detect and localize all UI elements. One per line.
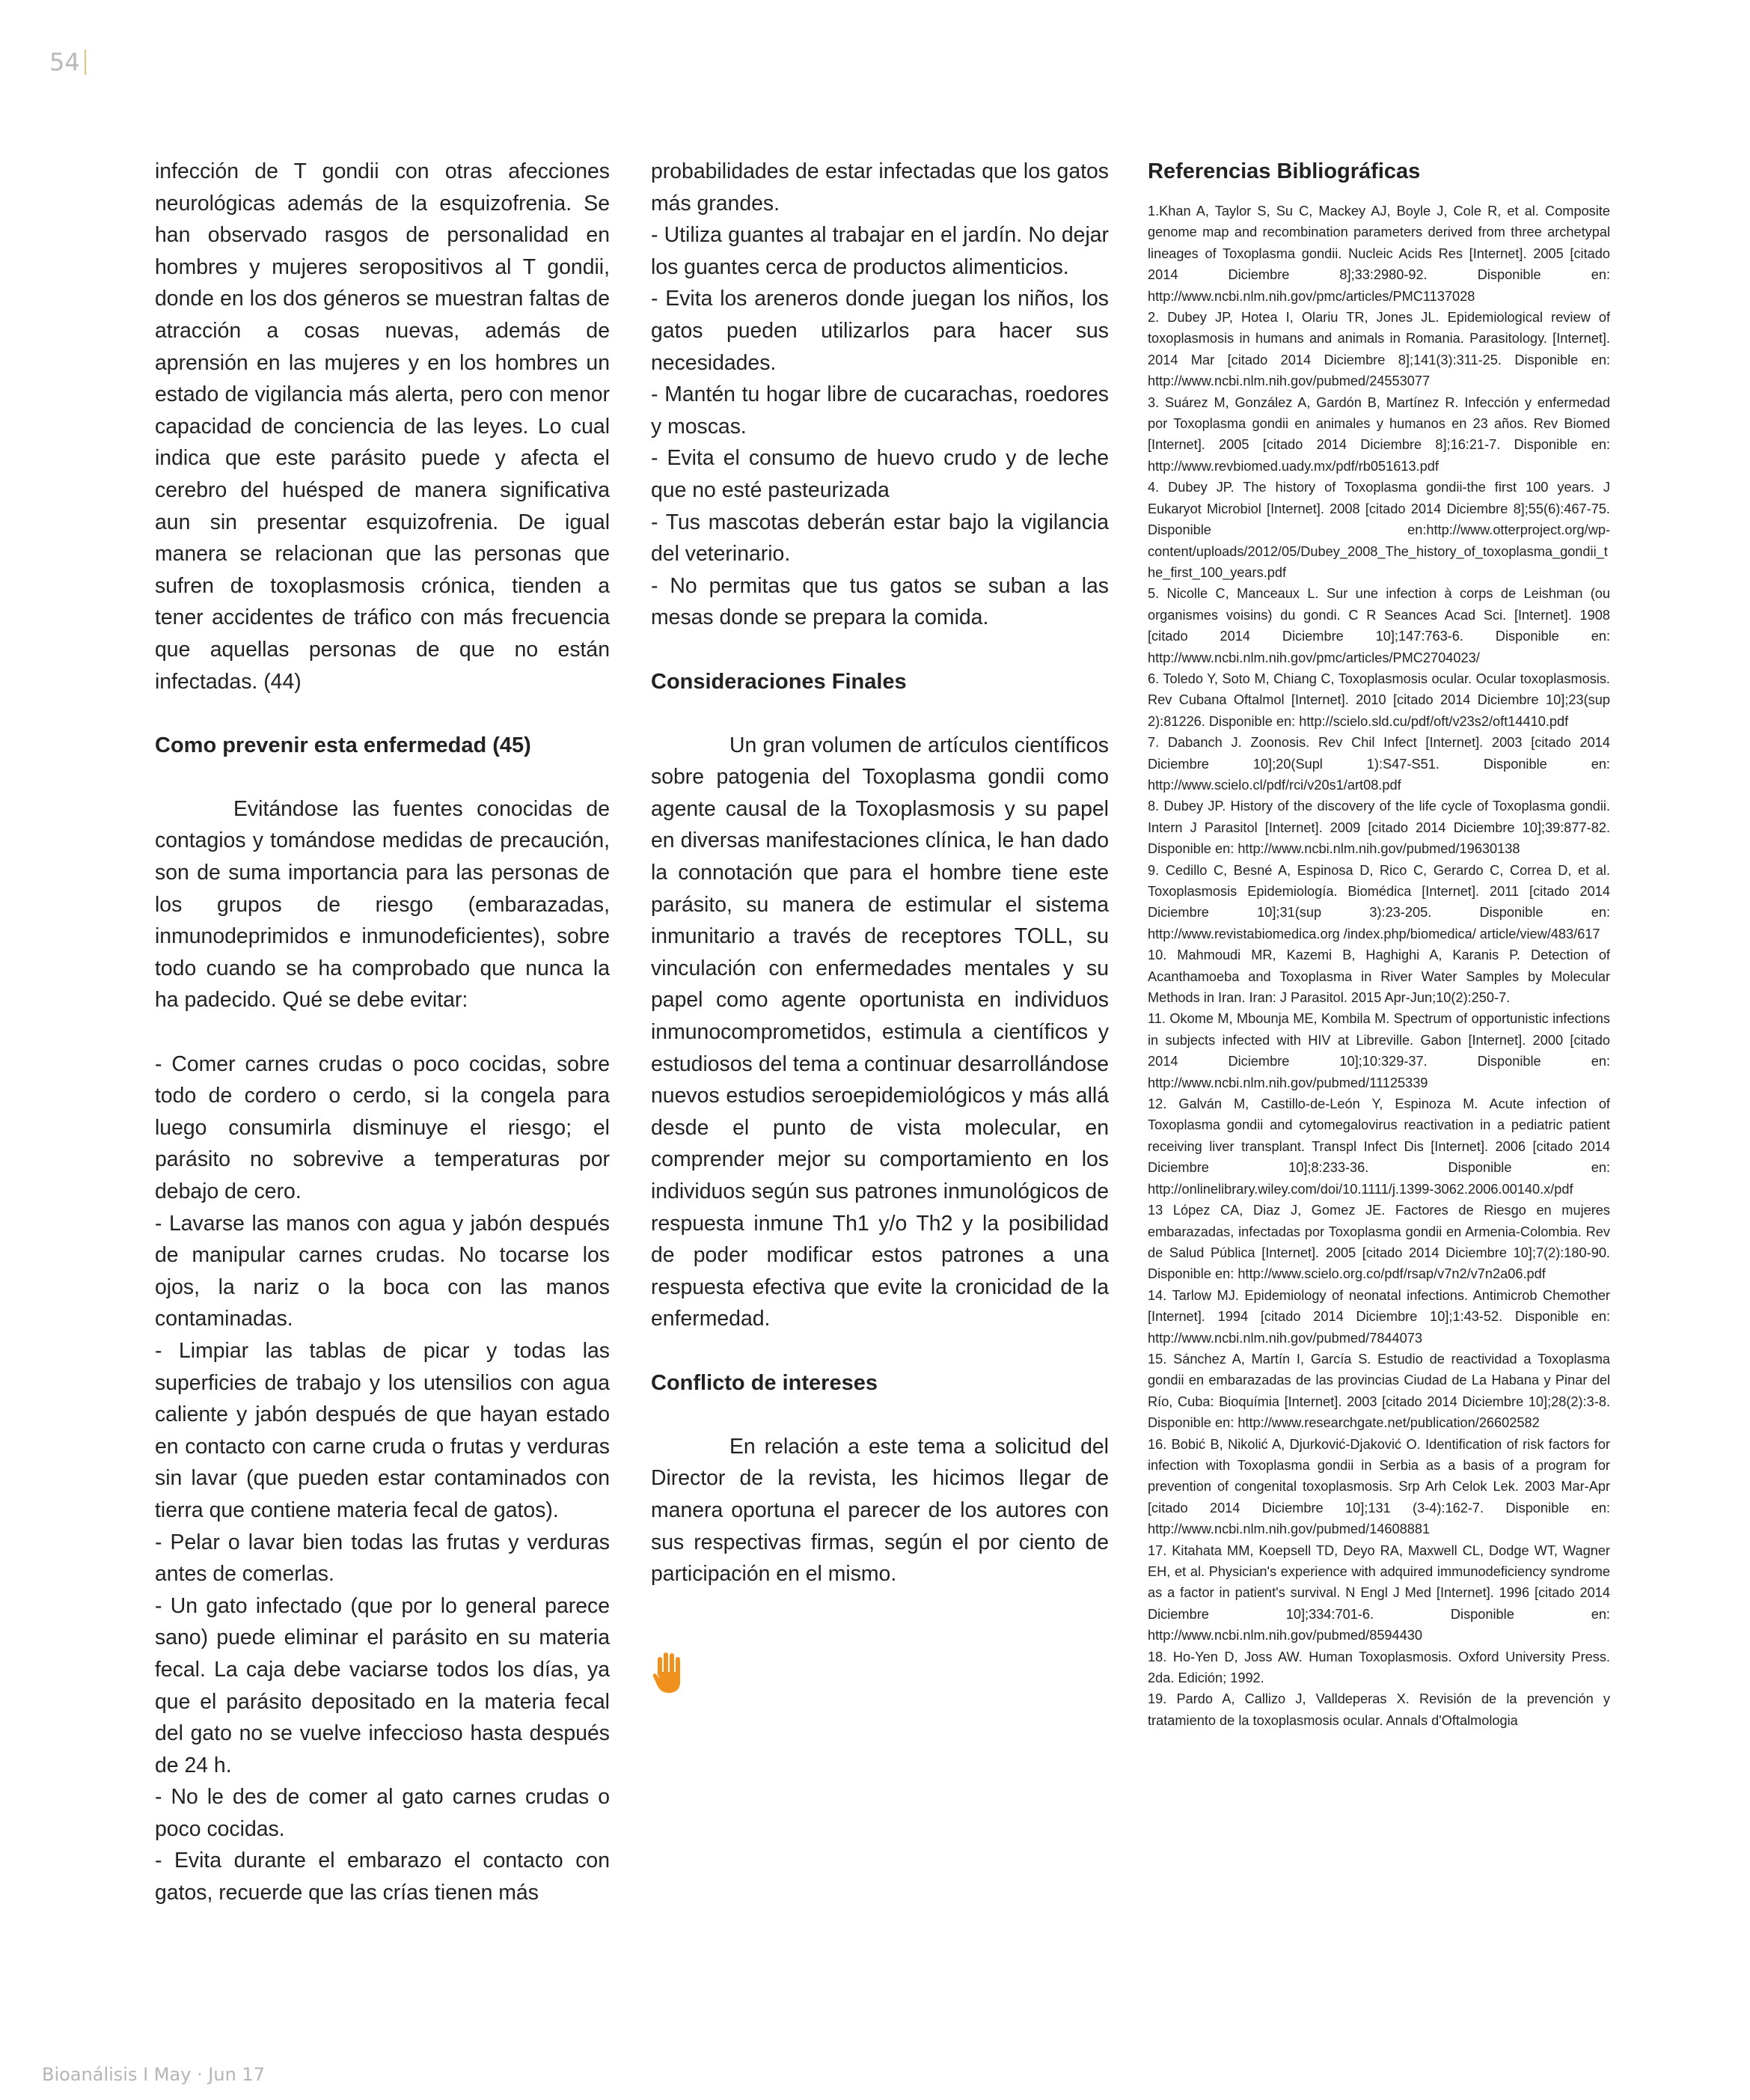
footer-journal: Bioanálisis I May · Jun 17 (42, 2064, 265, 2085)
list-item: - Mantén tu hogar libre de cucarachas, roedores y moscas. (651, 382, 1109, 439)
section-heading-conflict: Conflicto de intereses (651, 1370, 878, 1395)
reference-item: 16. Bobić B, Nikolić A, Djurković-Djaković O. Identification of risk factors for infection with Toxoplasma gondii in Serbia as a basis of a program for prevention of congenital toxoplasmosis. Srp Arh Celok Lek. 2003 Mar-Apr [citado 2014 Diciembre 10];131 (3-4):162-7. Disponible en: http://www.ncbi.nlm.nih.gov/pubmed/14608881 (1148, 1436, 1610, 1537)
reference-item: 7. Dabanch J. Zoonosis. Rev Chil Infect [Internet]. 2003 [citado 2014 Diciembre 10];20(Supl 1):S47-S51. Disponible en: http://www.scielo.cl/pdf/rci/v20s1/art08.pdf (1148, 735, 1610, 793)
list-item: - Comer carnes crudas o poco cocidas, sobre todo de cordero o cerdo, si la congela para luego consumirla disminuye el riesgo; el parásito no sobrevive a temperaturas por debajo de cero. (155, 1051, 610, 1203)
reference-item: 17. Kitahata MM, Koepsell TD, Deyo RA, Maxwell CL, Dodge WT, Wagner EH, et al. Physician's experience with adquired immunodeficiency syndrome as a factor in patient's survival. N Engl J Med [Internet]. 1996 [citado 2014 Diciembre 10];334:701-6. Disponible en: http://www.ncbi.nlm.nih.gov/pubmed/8594430 (1148, 1542, 1610, 1643)
reference-item: 4. Dubey JP. The history of Toxoplasma gondii-the first 100 years. J Eukaryot Microbiol [Internet]. 2008 [citado 2014 Diciembre 8];55(6):467-75. Disponible en:http://www.otterproject.org/wp-content/uploads/2012/05/Dubey_2008_The_history_of_toxoplasma_gondii_the_first_100_years.pdf (1148, 480, 1610, 580)
column-2 (651, 156, 1109, 1590)
reference-item: 12. Galván M, Castillo-de-León Y, Espinoza M. Acute infection of Toxoplasma gondii and cytomegalovirus reactivation in a pediatric patient receiving liver transplant. Transpl Infect Dis [Internet]. 2006 [citado 2014 Diciembre 10];8:233-36. Disponible en: http://onlinelibrary.wiley.com/doi/10.1111/j.1399-3062.2006.00140.x/pdf (1148, 1096, 1610, 1197)
reference-item: 9. Cedillo C, Besné A, Espinosa D, Rico C, Gerardo C, Correa D, et al. Toxoplasmosis Epidemiología. Biomédica [Internet]. 2011 [citado 2014 Diciembre 10];31(sup 3):23-205. Disponible en: http://www.revistabiomedica.org /index.php/biomedica/ article/view/483/617 (1148, 862, 1610, 941)
list-item: - No le des de comer al gato carnes crudas o poco cocidas. (155, 1785, 610, 1841)
list-item: - Pelar o lavar bien todas las frutas y verduras antes de comerlas. (155, 1530, 610, 1587)
list-item: - Evita durante el embarazo el contacto con gatos, recuerde que las crías tienen más (155, 1849, 610, 1905)
reference-item: 10. Mahmoudi MR, Kazemi B, Haghighi A, Karanis P. Detection of Acanthamoeba and Toxoplasma in River Water Samples by Molecular Methods in Iran. Iran: J Parasitol. 2015 Apr-Jun;10(2):250-7. (1148, 947, 1610, 1006)
reference-item: 15. Sánchez A, Martín I, García S. Estudio de reactividad a Toxoplasma gondii en embarazadas de las provincias Ciudad de La Habana y Pinar del Río, Cuba: Bioquímia [Internet]. 2003 [citado 2014 Diciembre 10];28(2):3-8. Disponible en: http://www.researchgate.net/publication/26602582 (1148, 1351, 1610, 1431)
reference-item: 2. Dubey JP, Hotea I, Olariu TR, Jones JL. Epidemiological review of toxoplasmosis in humans and animals in Romania. Parasitology. [Internet]. 2014 Mar [citado 2014 Diciembre 8];141(3):311-25. Disponible en: http://www.ncbi.nlm.nih.gov/pubmed/24553077 (1148, 310, 1610, 389)
list-item: - Un gato infectado (que por lo general parece sano) puede eliminar el parásito en su materia fecal. La caja debe vaciarse todos los días, ya que el parásito depositado en la materia fecal del gato no se vuelve infeccioso hasta después de 24 h. (155, 1593, 610, 1777)
list-item: probabilidades de estar infectadas que los gatos más grandes. (651, 159, 1109, 216)
list-item: - Tus mascotas deberán estar bajo la vigilancia del veterinario. (651, 510, 1109, 567)
list-item: - Utiliza guantes al trabajar en el jardín. No dejar los guantes cerca de productos alimenticios. (651, 223, 1109, 279)
hand-icon (652, 1651, 685, 1694)
paragraph-intro: infección de T gondii con otras afecciones neurológicas además de la esquizofrenia. Se han observado rasgos de personalidad en hombres y mujeres seropositivos al T gondii, donde en los dos géneros se muestran faltas de atracción a cosas nuevas, además de aprensión en las mujeres y en los hombres un estado de vigilancia más alerta, pero con menor capacidad de conciencia de las leyes. Lo cual indica que este parásito puede y afecta el cerebro del huésped de manera significativa aun sin presentar esquizofrenia. De igual manera se relacionan que las personas que sufren de toxoplasmosis crónica, tienden a tener accidentes de tráfico con más frecuencia que aquellas personas de que no están infectadas. (44) (155, 159, 610, 694)
section-heading-final: Consideraciones Finales (651, 669, 907, 694)
list-item: - Lavarse las manos con agua y jabón después de manipular carnes crudas. No tocarse los ojos, la nariz o la boca con las manos contaminadas. (155, 1211, 610, 1331)
column-1 (155, 156, 610, 1909)
reference-item: 14. Tarlow MJ. Epidemiology of neonatal infections. Antimicrob Chemother [Internet]. 1994 [citado 2014 Diciembre 10];1:43-52. Disponible en: http://www.ncbi.nlm.nih.gov/pubmed/7844073 (1148, 1287, 1610, 1346)
reference-item: 11. Okome M, Mbounja ME, Kombila M. Spectrum of opportunistic infections in subjects infected with HIV at Libreville. Gabon [Internet]. 2000 [citado 2014 Diciembre 10];10:329-37. Disponible en: http://www.ncbi.nlm.nih.gov/pubmed/11125339 (1148, 1011, 1610, 1090)
page-number: 54 (49, 49, 86, 75)
reference-item: 13 López CA, Diaz J, Gomez JE. Factores de Riesgo en mujeres embarazadas, infectadas por Toxoplasma gondii en Armenia-Colombia. Rev de Salud Pública [Internet]. 2005 [citado 2014 Diciembre 10];7(2):180-90. Disponible en: http://www.scielo.org.co/pdf/rsap/v7n2/v7n2a06.pdf (1148, 1203, 1610, 1282)
reference-item: 5. Nicolle C, Manceaux L. Sur une infection à corps de Leishman (ou organismes voisins) du gondi. C R Seances Acad Sci. [Internet]. 1908 [citado 2014 Diciembre 10];147:763-6. Disponible en: http://www.ncbi.nlm.nih.gov/pmc/articles/PMC2704023/ (1148, 586, 1610, 665)
list-item: - Limpiar las tablas de picar y todas las superficies de trabajo y los utensilios con agua caliente y jabón después de que hayan estado en contacto con carne cruda o frutas y verduras sin lavar (que pueden estar contaminados con tierra que contiene materia fecal de gatos). (155, 1338, 610, 1522)
reference-item: 3. Suárez M, González A, Gardón B, Martínez R. Infección y enfermedad por Toxoplasma gondii en animales y humanos en 23 años. Rev Biomed [Internet]. 2005 [citado 2014 Diciembre 8];16:21-7. Disponible en: http://www.revbiomed.uady.mx/pdf/rb051613.pdf (1148, 394, 1610, 474)
list-item: - No permitas que tus gatos se suban a las mesas donde se prepara la comida. (651, 573, 1109, 630)
reference-item: 8. Dubey JP. History of the discovery of the life cycle of Toxoplasma gondii. Intern J Parasitol [Internet]. 2009 [citado 2014 Diciembre 10];39:877-82. Disponible en: http://www.ncbi.nlm.nih.gov/pubmed/19630138 (1148, 799, 1610, 857)
reference-item: 1.Khan A, Taylor S, Su C, Mackey AJ, Boyle J, Cole R, et al. Composite genome map and recombination parameters derived from three archetypal lineages of Toxoplasma gondii. Nucleic Acids Res [Internet]. 2005 [citado 2014 Diciembre 8];33:2980-92. Disponible en: http://www.ncbi.nlm.nih.gov/pmc/articles/PMC1137028 (1148, 204, 1610, 304)
reference-item: 18. Ho-Yen D, Joss AW. Human Toxoplasmosis. Oxford University Press. 2da. Edición; 1992. (1148, 1649, 1610, 1686)
paragraph-conflict: En relación a este tema a solicitud del Director de la revista, les hicimos llegar de manera oportuna el parecer de los autores con sus respectivas firmas, según el por ciento de participación en el mismo. (651, 1434, 1109, 1587)
reference-item: 6. Toledo Y, Soto M, Chiang C, Toxoplasmosis ocular. Ocular toxoplasmosis. Rev Cubana Oftalmol [Internet]. 2010 [citado 2014 Diciembre 10];23(sup 2):81226. Disponible en: http://scielo.sld.cu/pdf/oft/v23s2/oft14410.pdf (1148, 671, 1610, 729)
references-list (1148, 201, 1610, 1731)
reference-item: 19. Pardo A, Callizo J, Valldeperas X. Revisión de la prevención y tratamiento de la toxoplasmosis ocular. Annals d'Oftalmologia (1148, 1691, 1610, 1728)
paragraph-final: Un gran volumen de artículos científicos sobre patogenia del Toxoplasma gondii como agente causal de la Toxoplasmosis y su papel en diversas manifestaciones clínica, le han dado la connotación que para el hombre tiene este parásito, su manera de estimular el sistema inmunitario a través de receptores TOLL, su vinculación con enfermedades mentales y su papel como agente oportunista en individuos inmunocomprometidos, estimula a científicos y estudiosos del tema a continuar desarrollándose nuevos estudios seroepidemiológicos y más allá desde el punto de vista molecular, en comprender mejor su comportamiento en los individuos según sus patrones inmunológicos de respuesta inmune Th1 y/o Th2 y la posibilidad de poder modificar estos patrones a una respuesta efectiva que evite la cronicidad de la enfermedad. (651, 733, 1109, 1331)
list-item: - Evita los areneros donde juegan los niños, los gatos pueden utilizarlos para hacer sus necesidades. (651, 287, 1109, 375)
section-heading-prevention: Como prevenir esta enfermedad (45) (155, 733, 531, 757)
references-title: Referencias Bibliográficas (1148, 159, 1421, 183)
paragraph-prevention: Evitándose las fuentes conocidas de contagios y tomándose medidas de precaución, son de suma importancia para las personas de los grupos de riesgo (embarazadas, inmunodeprimidos e inmunodeficientes), sobre todo cuando se ha comprobado que nunca la ha padecido. Qué se debe evitar: (155, 796, 610, 1013)
references-column (1148, 156, 1610, 1731)
list-item: - Evita el consumo de huevo crudo y de leche que no esté pasteurizada (651, 446, 1109, 502)
